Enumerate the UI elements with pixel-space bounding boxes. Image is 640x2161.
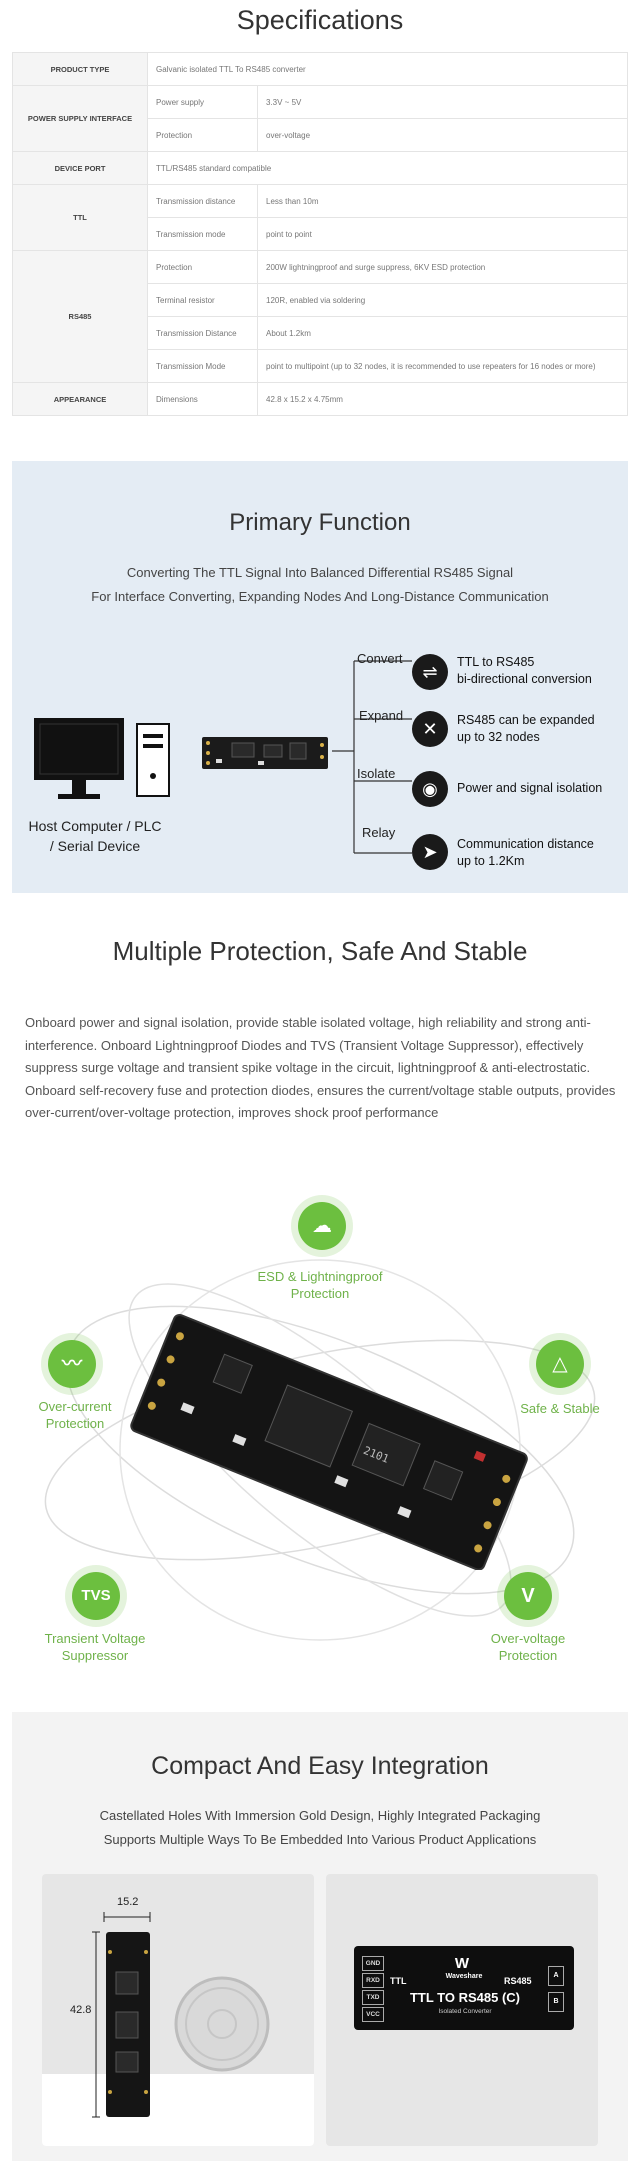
pin-label: VCC <box>362 2007 384 2022</box>
compact-section <box>12 1712 628 2161</box>
pin-label: A <box>548 1966 564 1986</box>
function-desc-isolate <box>457 780 602 797</box>
board-top-view <box>92 1912 162 2122</box>
dimensions-card <box>42 1874 314 2146</box>
pcb-board-image <box>120 1310 540 1570</box>
pulse-icon: 〰 <box>48 1340 96 1388</box>
relay-icon: ➤ <box>412 834 448 870</box>
spec-sub-label: Transmission distance <box>148 185 258 218</box>
function-label-isolate: Isolate <box>357 766 396 781</box>
spec-sub-label: Transmission Mode <box>148 350 258 383</box>
spec-value: over-voltage <box>258 119 628 152</box>
protection-diagram <box>0 1190 640 1690</box>
spec-value: 200W lightningproof and surge suppress, 6KV ESD protection <box>258 251 628 284</box>
spec-sub-label: Transmission Distance <box>148 317 258 350</box>
desc-line: up to 1.2Km <box>457 854 525 868</box>
voltage-icon: V <box>504 1572 552 1620</box>
desc-line: Communication distance <box>457 837 594 851</box>
board-label-card <box>326 1874 598 2146</box>
table-row <box>13 251 628 284</box>
compact-subtitle <box>12 1804 628 1852</box>
protection-description: Onboard power and signal isolation, provide stable isolated voltage, high reliability and strong anti-interference. Onboard Lightningproof Diodes and TVS (Transient Voltage Suppressor), effectively suppress surge voltage and transient spike voltage in the circuit, lightningproof & anti-electrostatic. Onboard self-recovery fuse and protection diodes, ensures the current/voltage stable outputs, provides over-current/over-voltage protection, improves shock proof performance <box>25 1015 616 1120</box>
primary-function-title: Primary Function <box>229 509 411 536</box>
spec-sub-label: Power supply <box>148 86 258 119</box>
compact-title: Compact And Easy Integration <box>151 1752 489 1780</box>
lightning-cloud-icon: ☁ <box>298 1202 346 1250</box>
spec-group-label: TTL <box>13 185 148 251</box>
tvs-icon: TVS <box>72 1572 120 1620</box>
spec-value: 120R, enabled via soldering <box>258 284 628 317</box>
table-row <box>13 86 628 119</box>
board-brand: Waveshare <box>445 1973 483 1980</box>
pin-label: B <box>548 1992 564 2012</box>
function-label-expand: Expand <box>359 708 404 723</box>
subtitle-line: Converting The TTL Signal Into Balanced Differential RS485 Signal <box>126 565 514 580</box>
feature-line: Over-voltage <box>490 1631 566 1646</box>
swap-icon: ⇌ <box>412 654 448 690</box>
function-desc-relay <box>457 836 594 870</box>
specifications-title: Specifications <box>236 5 404 35</box>
primary-function-section <box>12 461 628 893</box>
primary-function-subtitle <box>12 561 628 609</box>
board-subtitle: Isolated Converter <box>438 2008 492 2015</box>
desc-line: up to 32 nodes <box>457 730 540 744</box>
white-base <box>42 2074 314 2146</box>
feature-line: Protection <box>45 1416 105 1431</box>
spec-value: 42.8 x 15.2 x 4.75mm <box>258 383 628 416</box>
pin-label: TXD <box>362 1990 384 2005</box>
left-pin-labels <box>362 1956 384 2022</box>
spec-group-label: APPEARANCE <box>13 383 148 416</box>
coin-image <box>172 1974 272 2074</box>
table-row <box>13 185 628 218</box>
converter-module-image <box>202 733 332 773</box>
length-dimension: 42.8 <box>70 2004 92 2016</box>
board-rs485-label: RS485 <box>504 1976 532 1986</box>
subtitle-line: Castellated Holes With Immersion Gold Design, Highly Integrated Packaging <box>99 1808 541 1823</box>
feature-line: Over-current <box>38 1399 112 1414</box>
spec-sub-label: Terminal resistor <box>148 284 258 317</box>
feature-line: Suppressor <box>61 1648 129 1663</box>
pin-label: RXD <box>362 1973 384 1988</box>
feature-over-voltage <box>460 1630 596 1664</box>
desc-line: bi-directional conversion <box>457 672 592 686</box>
subtitle-line: Supports Multiple Ways To Be Embedded Into Various Product Applications <box>103 1832 537 1847</box>
spec-value: point to point <box>258 218 628 251</box>
spec-group-label: RS485 <box>13 251 148 383</box>
feature-safe-stable <box>500 1400 620 1417</box>
host-device-label <box>20 816 170 856</box>
waveshare-logo-icon: W <box>454 1955 470 1972</box>
desc-line: RS485 can be expanded <box>457 713 595 727</box>
feature-line: Protection <box>498 1648 558 1663</box>
spec-sub-label: Transmission mode <box>148 218 258 251</box>
chip-marking: 2101 <box>361 1443 391 1466</box>
spec-value: 3.3V ~ 5V <box>258 86 628 119</box>
table-row <box>13 53 628 86</box>
feature-esd <box>220 1268 420 1302</box>
feature-line: Safe & Stable <box>520 1401 600 1416</box>
spec-value: Galvanic isolated TTL To RS485 converter <box>148 53 628 86</box>
desc-line: TTL to RS485 <box>457 655 535 669</box>
function-desc-convert <box>457 654 592 688</box>
board-ttl-label: TTL <box>390 1976 407 1986</box>
desc-line: Power and signal isolation <box>457 781 603 795</box>
spec-sub-label: Protection <box>148 251 258 284</box>
spec-value: About 1.2km <box>258 317 628 350</box>
function-desc-expand <box>457 712 595 746</box>
triangle-nodes-icon: △ <box>536 1340 584 1388</box>
spec-value: Less than 10m <box>258 185 628 218</box>
board-back-view <box>354 1946 574 2030</box>
right-pin-labels <box>548 1966 564 2012</box>
spec-group-label: PRODUCT TYPE <box>13 53 148 86</box>
host-computer-icon <box>32 716 182 811</box>
protection-title: Multiple Protection, Safe And Stable <box>112 936 528 966</box>
spec-sub-label: Dimensions <box>148 383 258 416</box>
spec-value: TTL/RS485 standard compatible <box>148 152 628 185</box>
spec-sub-label: Protection <box>148 119 258 152</box>
table-row <box>13 152 628 185</box>
feature-line: Transient Voltage <box>44 1631 146 1646</box>
function-label-relay: Relay <box>362 825 396 840</box>
feature-line: Protection <box>290 1286 350 1301</box>
isolate-icon: ◉ <box>412 771 448 807</box>
pin-label: GND <box>362 1956 384 1971</box>
expand-icon: ✕ <box>412 711 448 747</box>
feature-line: ESD & Lightningproof <box>257 1269 383 1284</box>
feature-tvs <box>20 1630 170 1664</box>
table-row <box>13 383 628 416</box>
board-title: TTL TO RS485 (C) <box>409 1990 521 2005</box>
spec-group-label: DEVICE PORT <box>13 152 148 185</box>
spec-group-label: POWER SUPPLY INTERFACE <box>13 86 148 152</box>
spec-value: point to multipoint (up to 32 nodes, it is recommended to use repeaters for 16 nodes or more) <box>258 350 628 383</box>
width-dimension: 15.2 <box>117 1896 139 1908</box>
host-label-line: / Serial Device <box>49 838 141 854</box>
host-label-line: Host Computer / PLC <box>28 818 162 834</box>
subtitle-line: For Interface Converting, Expanding Nodes And Long-Distance Communication <box>91 589 549 604</box>
feature-over-current <box>10 1398 140 1432</box>
specifications-table <box>12 52 628 416</box>
function-label-convert: Convert <box>357 651 403 666</box>
